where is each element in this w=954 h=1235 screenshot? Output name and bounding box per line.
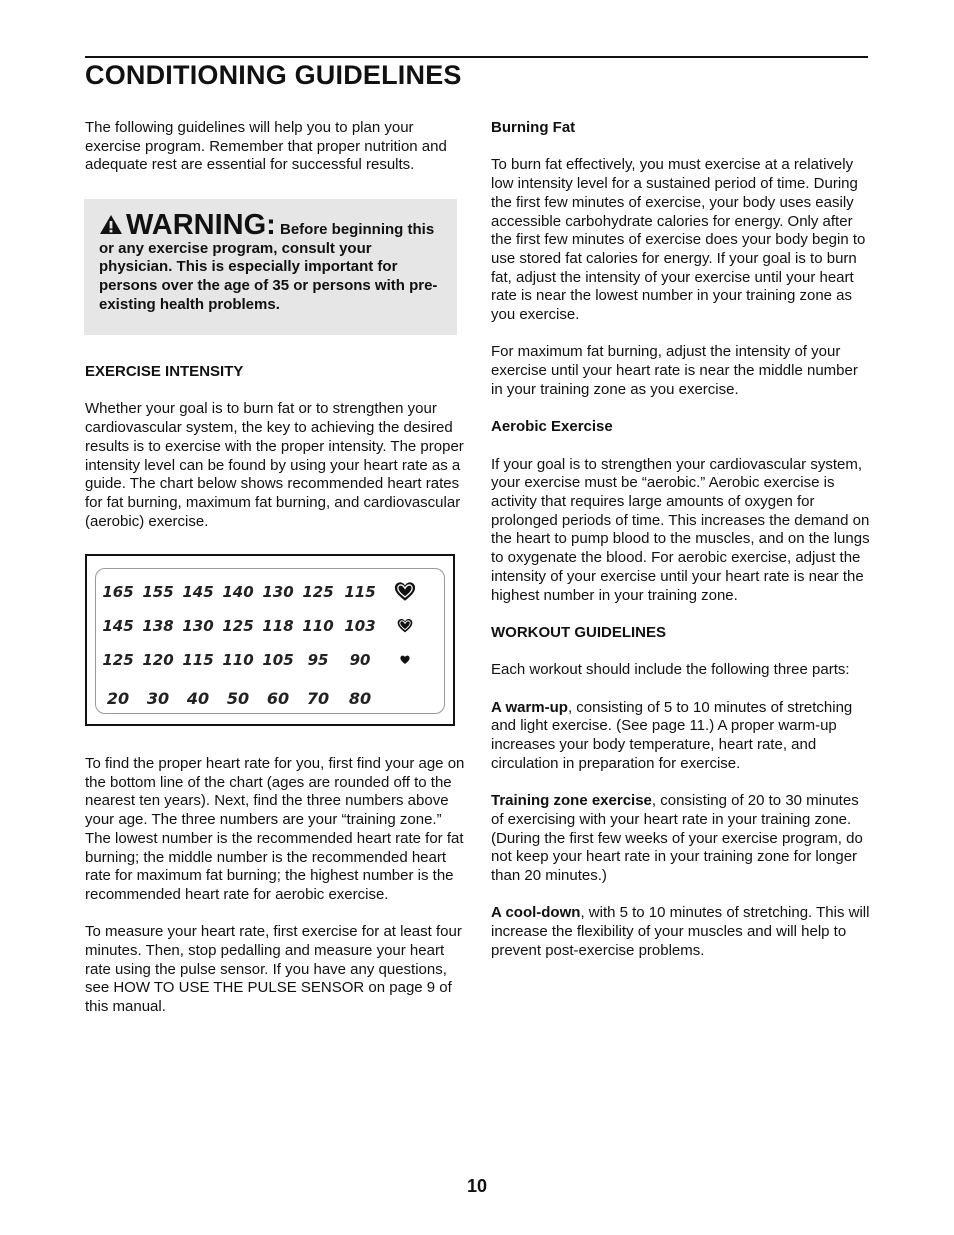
aerobic-body: If your goal is to strengthen your cardiovascular system, your exercise must be “aerobic.” Aerobic exercise is activity that requires large amounts of oxygen for prolonged periods of time. This increases the demand on the heart to pump blood to the muscles, and on the lungs to oxygenate the blood. For aerobic exercise, adjust the intensity of your exercise until your heart rate is near the highest number in your training zone. <box>491 455 870 604</box>
heart-rate-value: 145 <box>102 617 134 635</box>
warmup-paragraph <box>491 699 871 774</box>
intro-text: The following guidelines will help you to plan your exercise program. Remember that proper nutrition and adequate rest are essential for successful results. <box>85 119 447 174</box>
cooldown-label: A cool-down <box>491 904 581 922</box>
age-value: 40 <box>186 689 210 708</box>
exercise-intensity-heading: EXERCISE INTENSITY <box>85 363 244 380</box>
heart-rate-chart-panel <box>95 568 445 714</box>
find-heart-rate-paragraph <box>85 755 467 1017</box>
heart-rate-value: 130 <box>262 583 294 601</box>
warning-box <box>84 199 457 335</box>
small-heart-icon <box>400 656 409 664</box>
heart-rate-value: 165 <box>102 583 134 601</box>
heart-rate-value: 115 <box>182 651 214 669</box>
large-heart-icon <box>395 582 415 600</box>
age-value: 60 <box>266 689 290 708</box>
heart-rate-value: 105 <box>262 651 294 669</box>
exercise-intensity-body: Whether your goal is to burn fat or to strengthen your cardiovascular system, the key to achieving the desired results is to exercise with the proper intensity. The proper intensity level can be found by using your heart rate as a guide. The chart below shows recommended heart rates for fat burning, maximum fat burning, and cardiovascular (aerobic) exercise. <box>85 400 464 530</box>
heart-rate-value: 103 <box>344 617 376 635</box>
burning-fat-p2: For maximum fat burning, adjust the intensity of your exercise until your heart rate is near the middle number in your training zone as you exercise. <box>491 343 858 398</box>
heart-rate-value: 155 <box>142 583 174 601</box>
heart-rate-value: 138 <box>142 617 174 635</box>
workout-intro: Each workout should include the following three parts: <box>491 661 850 679</box>
page-number: 10 <box>466 1176 488 1196</box>
heart-rate-value: 95 <box>307 651 329 669</box>
heart-rate-value: 125 <box>102 651 134 669</box>
right-column <box>491 119 871 961</box>
heart-rate-value: 120 <box>142 651 174 669</box>
heart-rate-value: 130 <box>182 617 214 635</box>
burning-fat-p1: To burn fat effectively, you must exercise at a relatively low intensity level for a sustained period of time. During the first few minutes of exercise, your body uses easily accessible carbohydrate calories for energy. Only after the first few minutes of exercise does your body begin to use stored fat calories for energy. If your goal is to burn fat, adjust the intensity of your exercise until your heart rate is near the lowest number in your training zone as you exercise. <box>491 156 866 324</box>
intro-paragraph <box>85 119 467 175</box>
page-title: CONDITIONING GUIDELINES <box>85 60 462 90</box>
measure-heart-rate-text: To measure your heart rate, first exercise for at least four minutes. Then, stop pedalling and measure your heart rate using the pulse sensor. If you have any questions, see HOW TO USE THE PULSE SENSOR on page 9 of this manual. <box>85 923 462 1016</box>
cooldown-text: , with 5 to 10 minutes of stretching. This will increase the flexibility of your muscles and will help to prevent post-exercise problems. <box>491 904 870 959</box>
heart-rate-value: 145 <box>182 583 214 601</box>
training-zone-label: Training zone exercise <box>491 792 652 810</box>
heart-rate-value: 110 <box>222 651 254 669</box>
age-value: 70 <box>306 689 330 708</box>
age-value: 50 <box>226 689 250 708</box>
medium-heart-icon <box>398 619 413 632</box>
warmup-text: , consisting of 5 to 10 minutes of stretching and light exercise. (See page 11.) A proper warm-up increases your body temperature, heart rate, and circulation in preparation for exercise. <box>491 698 853 772</box>
aerobic-heading: Aerobic Exercise <box>491 418 613 436</box>
warmup-label: A warm-up <box>491 698 568 716</box>
heart-rate-value: 125 <box>302 583 334 601</box>
age-value: 20 <box>106 689 130 708</box>
title-rule <box>85 56 868 58</box>
heart-rate-value: 90 <box>349 651 371 669</box>
age-value: 30 <box>146 689 170 708</box>
warning-triangle-icon <box>99 214 123 235</box>
training-zone-text: , consisting of 20 to 30 minutes of exercising with your heart rate in your training zone. (During the first few weeks of your exercise program, do not keep your heart rate in your training zone for longer than 20 minutes.) <box>491 792 863 884</box>
heart-rate-value: 140 <box>222 583 254 601</box>
heart-rate-value: 115 <box>344 583 376 601</box>
heart-rate-value: 125 <box>222 617 254 635</box>
heart-rate-chart <box>85 554 455 726</box>
heart-rate-value: 118 <box>262 617 294 635</box>
warning-label: WARNING: <box>126 209 276 241</box>
training-zone-paragraph <box>491 792 871 886</box>
find-heart-rate-text: To find the proper heart rate for you, first find your age on the bottom line of the chart (ages are rounded off to the nearest ten years). Next, find the three numbers above your age. The three numbers are your “training zone.” The lowest number is the recommended heart rate for fat burning; the middle number is the recommended heart rate for maximum fat burning; the highest number is the recommended heart rate for aerobic exercise. <box>85 755 465 903</box>
warning-text: Before beginning this or any exercise program, consult your physician. This is especially important for persons over the age of 35 or persons with pre-existing health problems. <box>99 221 438 313</box>
burning-fat-heading: Burning Fat <box>491 119 576 136</box>
heart-rate-value: 110 <box>302 617 334 635</box>
exercise-intensity-section <box>85 363 467 531</box>
age-value: 80 <box>348 689 372 708</box>
warning-content <box>99 211 449 315</box>
workout-heading: WORKOUT GUIDELINES <box>491 623 666 641</box>
cooldown-paragraph <box>491 904 871 960</box>
heart-rate-chart-svg <box>96 569 444 713</box>
